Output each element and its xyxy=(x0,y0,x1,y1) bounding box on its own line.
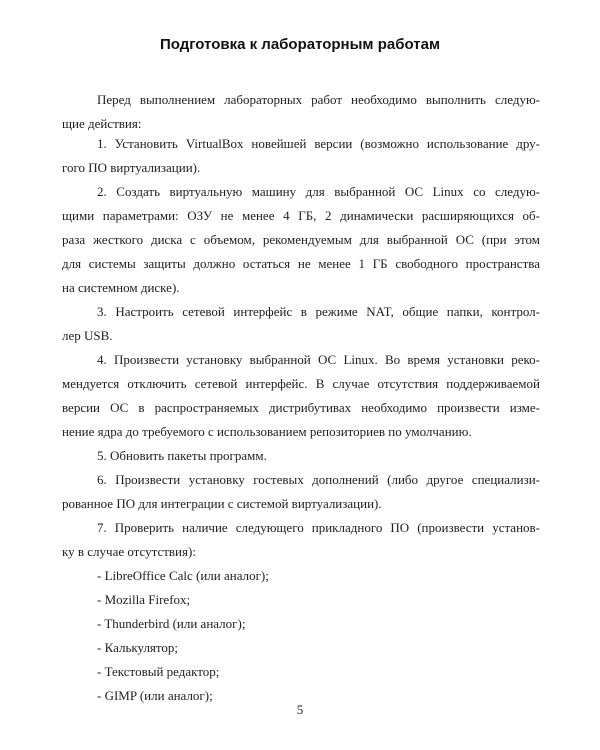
text-line: на системном диске). xyxy=(62,280,180,295)
page-title: Подготовка к лабораторным работам xyxy=(159,36,441,53)
text-line: гого ПО виртуализации). xyxy=(62,160,201,175)
text-line: 6. Произвести установку гостевых дополнений (либо другое специализи- xyxy=(97,472,540,487)
text-line: 1. Установить VirtualBox новейшей версии (возможно использование дру- xyxy=(97,136,540,151)
list-item: - Mozilla Firefox; xyxy=(97,592,191,607)
list-item: - GIMP (или аналог); xyxy=(97,688,213,703)
text-line: мендуется отключить сетевой интерфейс. В случае отсутствия поддерживаемой xyxy=(62,376,540,391)
list-item: - LibreOffice Calc (или аналог); xyxy=(97,568,269,583)
list-item: - Текстовый редактор; xyxy=(97,664,220,679)
text-line: раза жесткого диска с объемом, рекомендуемым для выбранной ОС (при этом xyxy=(62,232,540,247)
text-line: Перед выполнением лабораторных работ необходимо выполнить следую- xyxy=(97,92,540,107)
text-line: щие действия: xyxy=(62,116,142,131)
page-number: 5 xyxy=(296,702,304,717)
text-line: 3. Настроить сетевой интерфейс в режиме NAT, общие папки, контрол- xyxy=(97,304,540,319)
text-line: для системы защиты должно остаться не менее 1 ГБ свободного пространства xyxy=(62,256,540,271)
text-line: лер USB. xyxy=(62,328,113,343)
text-line: 4. Произвести установку выбранной ОС Linux. Во время установки реко- xyxy=(97,352,540,367)
text-line: 5. Обновить пакеты программ. xyxy=(97,448,267,463)
list-item: - Thunderbird (или аналог); xyxy=(97,616,246,631)
text-line: нение ядра до требуемого с использованием репозиториев по умолчанию. xyxy=(62,424,472,439)
text-line: ку в случае отсутствия): xyxy=(62,544,196,559)
text-line: щими параметрами: ОЗУ не менее 4 ГБ, 2 динамически расширяющихся об- xyxy=(62,208,540,223)
text-line: рованное ПО для интеграции с системой виртуализации). xyxy=(62,496,382,511)
text-line: версии ОС в распространяемых дистрибутивах необходимо произвести изме- xyxy=(62,400,540,415)
text-line: 2. Создать виртуальную машину для выбранной ОС Linux со следую- xyxy=(97,184,540,199)
text-line: 7. Проверить наличие следующего прикладного ПО (произвести установ- xyxy=(97,520,540,535)
list-item: - Калькулятор; xyxy=(97,640,179,655)
